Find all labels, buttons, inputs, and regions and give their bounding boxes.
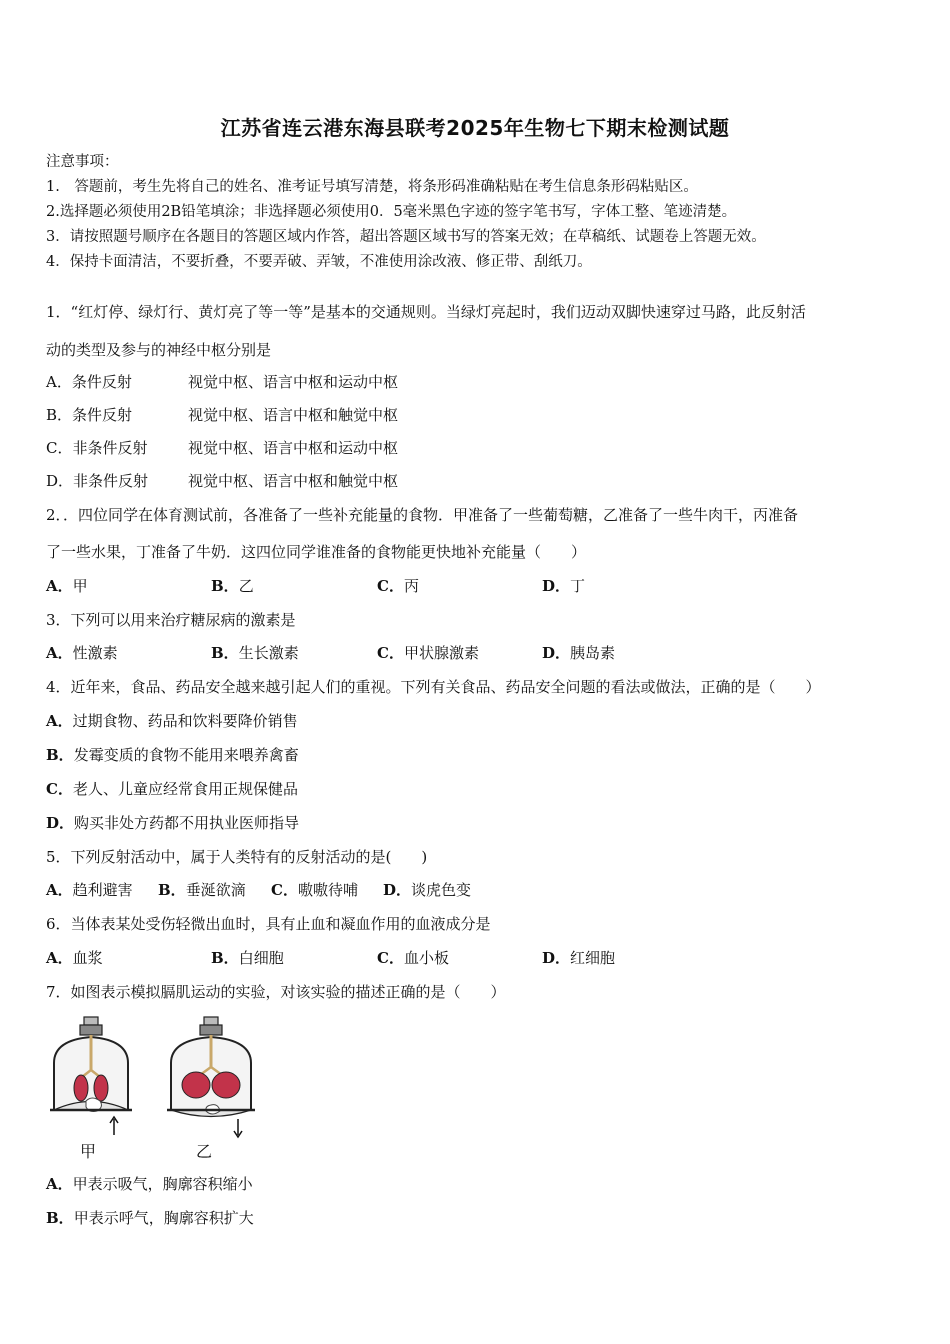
question-stem: 7．如图表示模拟膈肌运动的实验，对该实验的描述正确的是（ ） [46, 983, 506, 1001]
lung-right [212, 1072, 240, 1098]
option-d: D．丁 [542, 577, 586, 595]
option-label: A．条件反射 [46, 373, 132, 391]
option-c: C．血小板 [377, 949, 449, 967]
option-c: C．嗷嗷待哺 [271, 881, 358, 899]
question-stem: 3．下列可以用来治疗糖尿病的激素是 [46, 611, 296, 629]
option-a: A．趋利避害 [46, 881, 133, 899]
option-b: B．生长激素 [211, 644, 299, 662]
question-stem: 了一些水果，丁准备了牛奶．这四位同学谁准备的食物能更快地补充能量（ ） [46, 543, 587, 561]
option-b: B．甲表示呼气，胸廓容积扩大 [46, 1209, 254, 1227]
note-item: 3．请按照题号顺序在各题目的答题区域内作答，超出答题区域书写的答案无效；在草稿纸、试题卷上答题无效。 [46, 229, 766, 245]
option-a: A．血浆 [46, 949, 103, 967]
option-c: C．老人、儿童应经常食用正规保健品 [46, 780, 298, 798]
lung-left [182, 1072, 210, 1098]
diaphragm-model-svg [46, 1015, 256, 1165]
note-item: 2.选择题必须使用2B铅笔填涂；非选择题必须使用0．5毫米黑色字迹的签字笔书写，字体工整、笔迹清楚。 [46, 204, 737, 220]
option-c: C．丙 [377, 577, 419, 595]
question-stem: 2．．四位同学在体育测试前，各准备了一些补充能量的食物．甲准备了一些葡萄糖，乙准备了一些牛肉干，丙准备 [46, 506, 799, 524]
question-stem: 5．下列反射活动中，属于人类特有的反射活动的是( ) [46, 848, 428, 866]
option-a: A．过期食物、药品和饮料要降价销售 [46, 712, 298, 730]
note-item: 1. 答题前，考生先将自己的姓名、准考证号填写清楚，将条形码准确粘贴在考生信息条形码粘贴区。 [46, 179, 698, 195]
option-a: A．甲 [46, 577, 88, 595]
option-c: C．甲状腺激素 [377, 644, 479, 662]
option-d: D．购买非处方药都不用执业医师指导 [46, 814, 300, 832]
option-d: D．谈虎色变 [383, 881, 472, 899]
jar-yi [167, 1017, 255, 1137]
option-text: 视觉中枢、语言中枢和运动中枢 [188, 439, 399, 457]
figure-label-yi: 乙 [196, 1142, 213, 1161]
option-a: A．甲表示吸气，胸廓容积缩小 [46, 1175, 253, 1193]
option-d: D．红细胞 [542, 949, 616, 967]
option-b: B．乙 [211, 577, 254, 595]
option-b: B．发霉变质的食物不能用来喂养禽畜 [46, 746, 299, 764]
option-d: D．胰岛素 [542, 644, 616, 662]
question-stem: 6．当体表某处受伤轻微出血时，具有止血和凝血作用的血液成分是 [46, 915, 491, 933]
option-label: B．条件反射 [46, 406, 133, 424]
jar-jia [50, 1017, 132, 1135]
question-stem: 4．近年来，食品、药品安全越来越引起人们的重视。下列有关食品、药品安全问题的看法或做法，正确的是（ ） [46, 678, 821, 696]
option-label: C．非条件反射 [46, 439, 148, 457]
note-item: 4．保持卡面清洁，不要折叠，不要弄破、弄皱，不准使用涂改液、修正带、刮纸刀。 [46, 254, 592, 270]
option-text: 视觉中枢、语言中枢和触觉中枢 [188, 472, 399, 490]
diaphragm-model-figure [46, 1015, 256, 1165]
question-stem: 1．“红灯停、绿灯行、黄灯亮了等一等”是基本的交通规则。当绿灯亮起时，我们迈动双脚快速穿过马路，此反射活 [46, 303, 806, 321]
option-text: 视觉中枢、语言中枢和触觉中枢 [188, 406, 399, 424]
option-text: 视觉中枢、语言中枢和运动中枢 [188, 373, 399, 391]
question-stem: 动的类型及参与的神经中枢分别是 [46, 341, 272, 359]
figure-label-jia: 甲 [80, 1142, 97, 1161]
option-b: B．垂涎欲滴 [158, 881, 246, 899]
option-b: B．白细胞 [211, 949, 284, 967]
option-label: D．非条件反射 [46, 472, 149, 490]
page-title: 江苏省连云港东海县联考2025年生物七下期末检测试题 [220, 116, 730, 140]
lung-left [74, 1075, 88, 1101]
option-a: A．性激素 [46, 644, 118, 662]
notes-heading: 注意事项： [46, 154, 119, 170]
lung-right [94, 1075, 108, 1101]
